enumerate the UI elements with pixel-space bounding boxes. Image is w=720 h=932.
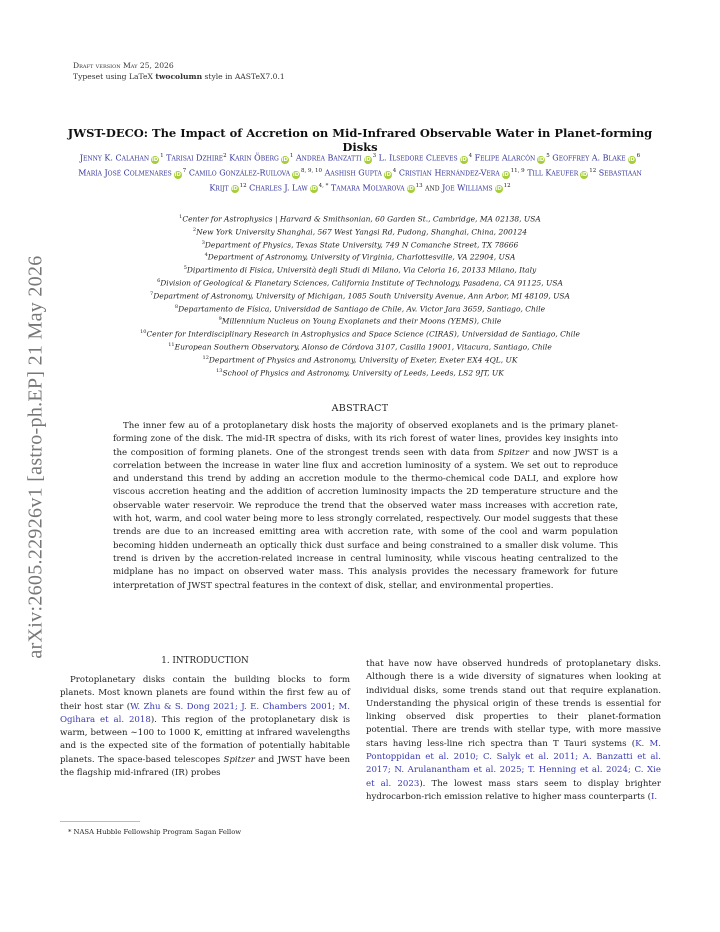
author-affiliation-marker: 13 [415,182,423,189]
author-name[interactable]: Jenny K. Calahan [79,153,150,163]
author-name[interactable]: Tamara Molyarova [330,183,405,193]
orcid-icon[interactable]: iD [174,171,181,178]
intro-column-left: Protoplanetary disks contain the building blocks to form planets. Most known planets are found within the first few au of their host star (W. Zhu & S. Dong 2021; J. E. Chambers 2001; M. Ogihara et al. 2018). This region of the protoplanetary disk is warm, between ∼100 to 1000 K, emitting at infrared wavelengths and is the expected site of the formation of potentially habitable planets. The space-based telescopes Spitzer and JWST have been the flagship mid-infrared (IR) probes [60,675,350,779]
typeset-line: Typeset using LaTeX twocolumn style in AASTeX7.0.1 [73,71,285,81]
author-and: and [422,183,443,193]
author-name[interactable]: Geoffrey A. Blake [552,153,626,163]
affiliation: $^{13}$School of Physics and Astronomy, University of Leeds, Leeds, LS2 9JT, UK [216,367,504,378]
author-affiliation-marker: 12 [589,167,597,174]
affiliation: $^1$Center for Astrophysics | Harvard & Smithsonian, 60 Garden St., Cambridge, MA 02138, USA [179,214,541,224]
author-affiliation-marker: 5 [546,153,550,159]
author-affiliation-marker: 8, 9, 10 [301,167,323,174]
intro-column-right: that have now have observed hundreds of protoplanetary disks. Although there is a wide diversity of signatures when looking at individual disks, some trends stand out that require explanation. Understanding the physical origin of these trends is essential for linking observed disk properties to their planet-formation potential. There are trends with stellar type, with more massive stars having less-line rich spectra than T Tauri systems (K. M. Pontoppidan et al. 2010; C. Salyk et al. 2011; A. Banzatti et al. 2017; N. Arulanantham et al. 2025; T. Henning et al. 2024; C. Xie et al. 2023). The lowest mass stars seem to display brighter hydrocarbon-rich emission relative to higher mass counterparts (I. [366,659,662,802]
author-affiliation-marker: 4 [468,153,473,159]
author-name[interactable]: Sebastiaan Krijt [209,168,642,193]
citation-link[interactable]: W. Zhu & S. Dong 2021; J. E. Chambers 2001; M. Ogihara et al. 2018 [60,701,350,725]
orcid-icon[interactable]: iD [581,171,588,178]
orcid-icon[interactable]: iD [460,156,467,163]
author-affiliation-marker: 7 [182,167,187,174]
author-affiliation-marker: 1 [160,153,164,159]
author-affiliation-marker: 12 [239,182,247,189]
affiliation: $^{11}$European Southern Observatory, Alonso de Córdova 3107, Casilla 19001, Vitacura, Santiago, Chile [168,341,552,352]
orcid-icon[interactable]: iD [495,186,502,193]
orcid-icon[interactable]: iD [231,186,238,193]
abstract-text: The inner few au of a protoplanetary disk hosts the majority of observed exoplanets and is the primary planet-forming zone of the disk. The mid-IR spectra of disks, with its rich forest of water lines, provides key insights into the composition of forming planets. One of the strongest trends seen with data from Spitzer and now JWST is a correlation between the increase in water line flux and accretion luminosity of a system. We set out to reproduce and understand this trend by adding an accretion module to the thermo-chemical code DALI, and explore how viscous accretion heating and the addition of accretion luminosity impacts the 2D temperature structure and the observable water reservoir. We reproduce the trend that the observed water mass increases with accretion rate, with hot, warm, and cool water being more to less strongly correlated, respectively. Our model suggests that these trends are due to an increased emitting area with accretion rate, with some of the cool and warm population becoming hidden underneath an optically thick dust surface and being constrained to a smaller disk volume. This trend is driven by the accretion-related increase in central luminosity, while viscous heating centralized to the midplane has no impact on observed water mass. This analysis provides the necessary framework for future interpretation of JWST spectral features in the context of disk, stellar, and environmental properties. [113,421,618,591]
citation-link[interactable]: I. [651,791,658,802]
affiliation: $^2$New York University Shanghai, 567 West Yangsi Rd, Pudong, Shanghai, China, 200124 [192,226,528,237]
orcid-icon[interactable]: iD [407,186,414,193]
author-name[interactable]: L. Ilsedore Cleeves [378,153,458,163]
affiliation: $^{12}$Department of Physics and Astronomy, University of Exeter, Exeter EX4 4QL, UK [202,354,518,365]
affiliation: $^3$Department of Physics, Texas State University, 749 N Comanche Street, TX 78666 [201,239,519,250]
author-name[interactable]: Andrea Banzatti [295,153,362,163]
orcid-icon[interactable]: iD [310,186,317,193]
orcid-icon[interactable]: iD [281,156,289,163]
author-affiliation-marker: 3 [372,153,377,159]
orcid-icon[interactable]: iD [502,171,509,178]
section-heading-introduction: 1. INTRODUCTION [161,656,249,666]
affiliation: $^4$Department of Astronomy, University of Virginia, Charlottesville, VA 22904, USA [204,252,516,262]
author-name[interactable]: Felipe Alarcón [474,153,536,163]
author-affiliation-marker: 11, 9 [510,167,525,174]
author-name[interactable]: Charles J. Law [249,183,308,193]
orcid-icon[interactable]: iD [151,156,159,163]
author-name[interactable]: Tarisai Dzhire [166,153,224,163]
affiliation: $^6$Division of Geological & Planetary Sciences, California Institute of Technology, Pasadena, CA 91125, USA [157,277,563,288]
author-affiliation-marker: 1 [289,153,294,159]
author-affiliation-marker: 12 [503,182,511,189]
author-name[interactable]: Karin Öberg [229,153,279,163]
author-name[interactable]: Aashish Gupta [324,168,382,178]
page-header [73,61,285,82]
arxiv-sidebar [17,229,55,684]
affiliation: $^{10}$Center for Interdisciplinary Research in Astrophysics and Space Science (CIRAS), Universidad de Santiago, Chile [140,329,580,339]
affiliation: $^5$Dipartimento di Fisica, Università degli Studi di Milano, Via Celoria 16, 20133 Milano, Italy [183,265,537,275]
author-name[interactable]: María José Colmenares [78,168,172,178]
orcid-icon[interactable]: iD [364,156,371,163]
citation-link[interactable]: K. M. Pontoppidan et al. 2010; C. Salyk et al. 2011; A. Banzatti et al. 2017; N. Arulanantham et al. 2025; T. Henning et al. 2024; C. Xie et al. 2023 [366,738,661,789]
affiliation: $^9$Millennium Nucleus on Young Exoplanets and their Moons (YEMS), Chile [218,316,502,326]
footnote-rule [60,821,140,822]
author-affiliation-marker: 2 [223,153,227,159]
author-name[interactable]: Till Kaeufer [527,168,579,178]
draft-version: Draft version May 25, 2026 [73,61,174,70]
arxiv-id: arXiv:2605.22926v1 [astro-ph.EP] 21 May 2026 [24,254,47,659]
author-affiliation-marker: 6 [636,153,641,159]
author-list [70,150,650,195]
author-name[interactable]: Camilo González-Ruilova [188,168,291,178]
author-name[interactable]: Joe Williams [442,183,493,193]
author-name[interactable]: Cristian Hernández-Vera [398,168,500,178]
orcid-icon[interactable]: iD [384,171,392,178]
footnote: * NASA Hubble Fellowship Program Sagan Fellow [68,828,242,836]
paper-title: JWST-DECO: The Impact of Accretion on Mid-Infrared Observable Water in Planet-forming Disks [67,126,653,154]
orcid-icon[interactable]: iD [292,171,300,178]
affiliation: $^7$Department of Astronomy, University of Michigan, 1085 South University Avenue, Ann Arbor, MI 48109, USA [150,290,570,301]
author-affiliation-marker: 4 [392,167,397,174]
author-affiliation-marker: 4, * [318,182,329,189]
orcid-icon[interactable]: iD [538,156,545,163]
latex-logo: LaTeX [128,71,153,81]
abstract-heading: ABSTRACT [331,403,389,414]
orcid-icon[interactable]: iD [628,156,635,163]
affiliation-list [60,212,660,378]
affiliation: $^8$Departamento de Física, Universidad de Santiago de Chile, Av. Victor Jara 3659, Santiago, Chile [174,303,546,314]
